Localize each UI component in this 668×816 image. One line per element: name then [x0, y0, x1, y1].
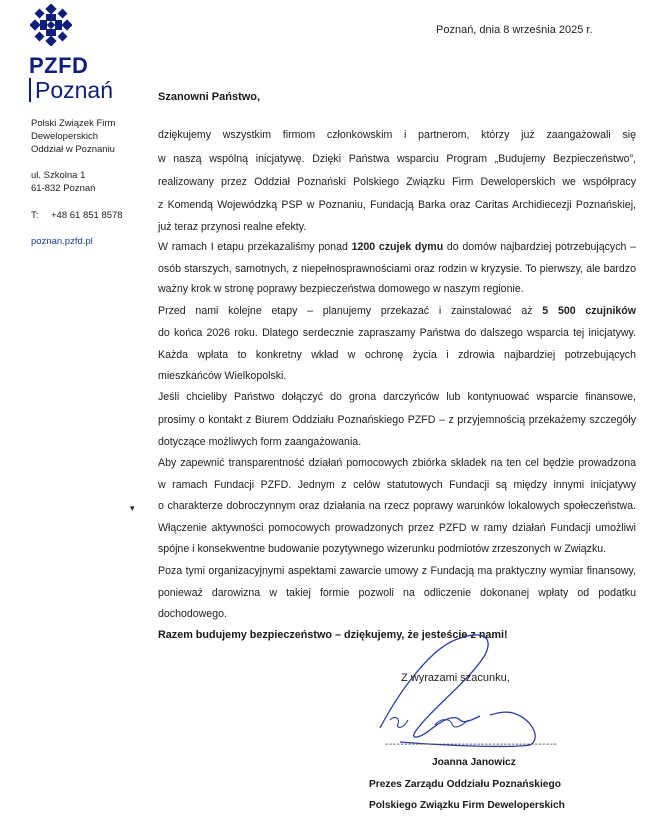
p2-line: osób starszych, samotnych, z niepełnosprawnościami oraz rodzin w kryzysie. To pierwszy, ale bardzo [158, 263, 636, 275]
address-street: ul. Szkolna 1 [31, 170, 86, 181]
phone-label: T: [31, 210, 39, 221]
p3-line [158, 305, 636, 317]
p2-text: W ramach I etapu przekazaliśmy ponad [158, 241, 352, 253]
p6-line: Poza tymi organizacyjnymi aspektami zawarcie umowy z Fundacją ma praktyczny wymiar finansowy, [158, 565, 636, 577]
org-line-1: Polski Związek Firm [31, 118, 116, 129]
place-date: Poznań, dnia 8 września 2025 r. [436, 24, 593, 36]
p2-highlight: 1200 czujek dymu [351, 241, 444, 253]
p6-line: ponieważ darowizna w takiej formie pozwoli na odliczenie dokonanej wpłaty od podatku [158, 587, 636, 599]
p3-text: Przed nami kolejne etapy – planujemy przekazać i zainstalować aż [158, 305, 543, 317]
signer-name: Joanna Janowicz [432, 757, 516, 768]
p3-highlight: 5 500 czujników [542, 305, 636, 317]
address-city: 61-832 Poznań [31, 183, 96, 194]
p1-line: dziękujemy wszystkim firmom członkowskim i partnerom, którzy już zaangażowali się [158, 129, 636, 141]
p5-line: Aby zapewnić transparentność działań pomocowych zbiórka składek na ten cel będzie prowadzona [158, 457, 636, 469]
p3-line: do końca 2026 roku. Dlatego serdecznie zapraszamy Państwa do dalszego wsparcia tej inicjatywy. [158, 327, 636, 339]
p2-text: do domów najbardziej potrzebujących – [443, 241, 636, 253]
p6-line: dochodowego. [158, 608, 227, 620]
org-name [31, 117, 115, 156]
margin-mark-icon: ▾ [130, 503, 135, 513]
signer-role-1: Prezes Zarządu Oddziału Poznańskiego [369, 779, 561, 790]
p1-line: z Komendą Wojewódzką PSP w Poznaniu, Fundacją Barka oraz Caritas Archidiecezji Poznańskiej, [158, 199, 636, 211]
p1-line: w naszą wspólną inicjatywę. Dzięki Państwa wsparciu Program „Budujemy Bezpieczeństwo”, [158, 153, 636, 165]
p5-line: spójne i konsekwentne budowanie pozytywnego wizerunku podmiotów zrzeszonych w Związku. [158, 543, 607, 555]
brand-short: PZFD [29, 53, 89, 78]
website-link[interactable]: poznan.pzfd.pl [31, 236, 93, 247]
p5-line: Włączenie aktywności pomocowych prowadzonych przez PZFD w ramy działań Fundacji umożliwi [158, 522, 636, 534]
p1-line: już teraz przynosi realne efekty. [158, 221, 307, 233]
regards: Z wyrazami szacunku, [401, 672, 510, 684]
org-phone [31, 209, 123, 222]
p3-line: Każda wpłata to konkretny wkład w ochronę życia i zdrowia najbardziej potrzebujących [158, 349, 636, 361]
p4-line: dotyczące możliwych form zaangażowania. [158, 436, 362, 448]
org-address [31, 169, 95, 195]
p3-line: mieszkańców Wielkopolski. [158, 370, 287, 382]
brand-city: Poznań [29, 78, 113, 102]
handwritten-signature [360, 620, 560, 750]
p2-line: ważny krok w stronę poprawy bezpieczeństwa domowego w naszym regionie. [158, 283, 524, 295]
p1-line: realizowany przez Oddział Poznański Polskiego Związku Firm Deweloperskich we współpracy [158, 176, 636, 188]
closing-line: Razem budujemy bezpieczeństwo – dziękujemy, że jesteście z nami! [158, 629, 508, 641]
org-line-2: Deweloperskich [31, 131, 99, 142]
signer-role-2: Polskiego Związku Firm Deweloperskich [369, 800, 565, 811]
p2-line [158, 241, 636, 253]
p4-line: Jeśli chcieliby Państwo dołączyć do grona darczyńców lub kontynuować wsparcie finansowe, [158, 391, 636, 403]
salutation: Szanowni Państwo, [158, 91, 261, 103]
org-line-3: Oddział w Poznaniu [31, 144, 115, 155]
p5-line: w ramach Fundacji PZFD. Jednym z celów statutowych Fundacji są między innymi inicjatywy [158, 479, 636, 491]
pzfd-logo-icon [30, 4, 72, 46]
phone-number: +48 61 851 8578 [51, 210, 123, 221]
signature-line: --------------------------------------------- [385, 739, 558, 750]
p4-line: prosimy o kontakt z Biurem Oddziału Poznańskiego PZFD – z przyjemnością przekażemy szczegóły [158, 414, 636, 426]
p5-line: o charakterze dobroczynnym oraz działania na rzecz poprawy warunków lokalowych społeczeństwa. [158, 500, 636, 512]
